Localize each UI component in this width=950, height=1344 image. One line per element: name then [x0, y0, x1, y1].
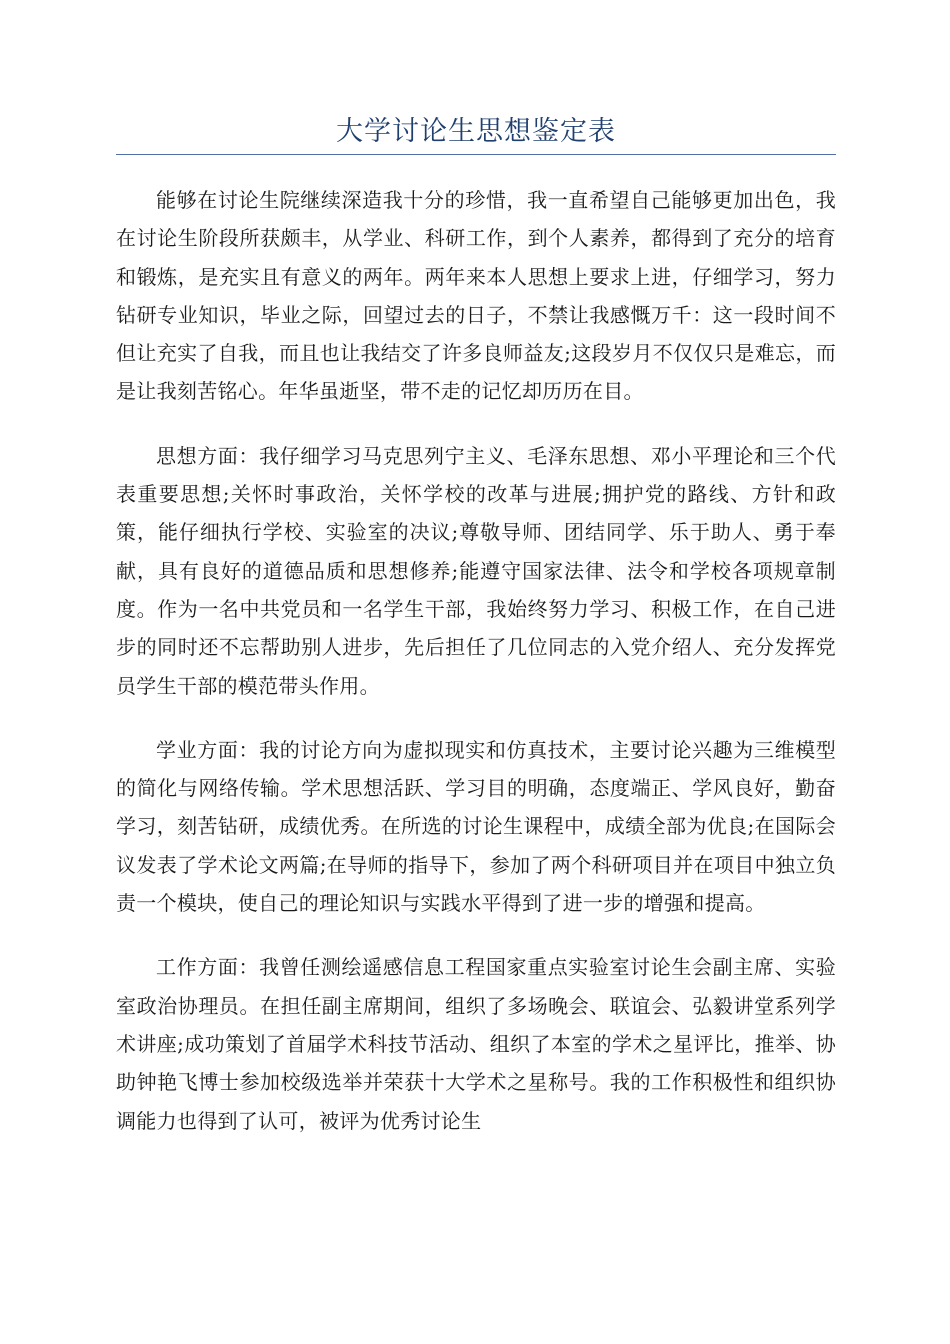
paragraph-ideology: 思想方面：我仔细学习马克思列宁主义、毛泽东思想、邓小平理论和三个代表重要思想;关怀时事政治，关怀学校的改革与进展;拥护党的路线、方针和政策，能仔细执行学校、实验室的决议;尊敬导师、团结同学、乐于助人、勇于奉献，具有良好的道德品质和思想修养;能遵守国家法律、法令和学校各项规章制度。作为一名中共党员和一名学生干部，我始终努力学习、积极工作，在自己进步的同时还不忘帮助别人进步，先后担任了几位同志的入党介绍人、充分发挥党员学生干部的模范带头作用。	[116, 443, 836, 698]
paragraph-intro: 能够在讨论生院继续深造我十分的珍惜，我一直希望自己能够更加出色，我在讨论生阶段所获颇丰，从学业、科研工作，到个人素养，都得到了充分的培育和锻炼，是充实且有意义的两年。两年来本人思想上要求上进，仔细学习，努力钻研专业知识，毕业之际，回望过去的日子，不禁让我感慨万千：这一段时间不但让充实了自我，而且也让我结交了许多良师益友;这段岁月不仅仅只是难忘，而是让我刻苦铭心。年华虽逝坚，带不走的记忆却历历在目。	[116, 188, 836, 404]
document-page	[116, 110, 836, 1166]
paragraph-academics: 学业方面：我的讨论方向为虚拟现实和仿真技术，主要讨论兴趣为三维模型的简化与网络传输。学术思想活跃、学习目的明确，态度端正、学风良好，勤奋学习，刻苦钻研，成绩优秀。在所选的讨论生课程中，成绩全部为优良;在国际会议发表了学术论文两篇;在导师的指导下，参加了两个科研项目并在项目中独立负责一个模块，使自己的理论知识与实践水平得到了进一步的增强和提高。	[116, 737, 836, 916]
title-underline	[116, 154, 836, 155]
paragraph-work: 工作方面：我曾任测绘遥感信息工程国家重点实验室讨论生会副主席、实验室政治协理员。在担任副主席期间，组织了多场晚会、联谊会、弘毅讲堂系列学术讲座;成功策划了首届学术科技节活动、组织了本室的学术之星评比，推举、协助钟艳飞博士参加校级选举并荣获十大学术之星称号。我的工作积极性和组织协调能力也得到了认可，被评为优秀讨论生	[116, 955, 836, 1133]
document-title: 大学讨论生思想鉴定表	[336, 116, 616, 147]
